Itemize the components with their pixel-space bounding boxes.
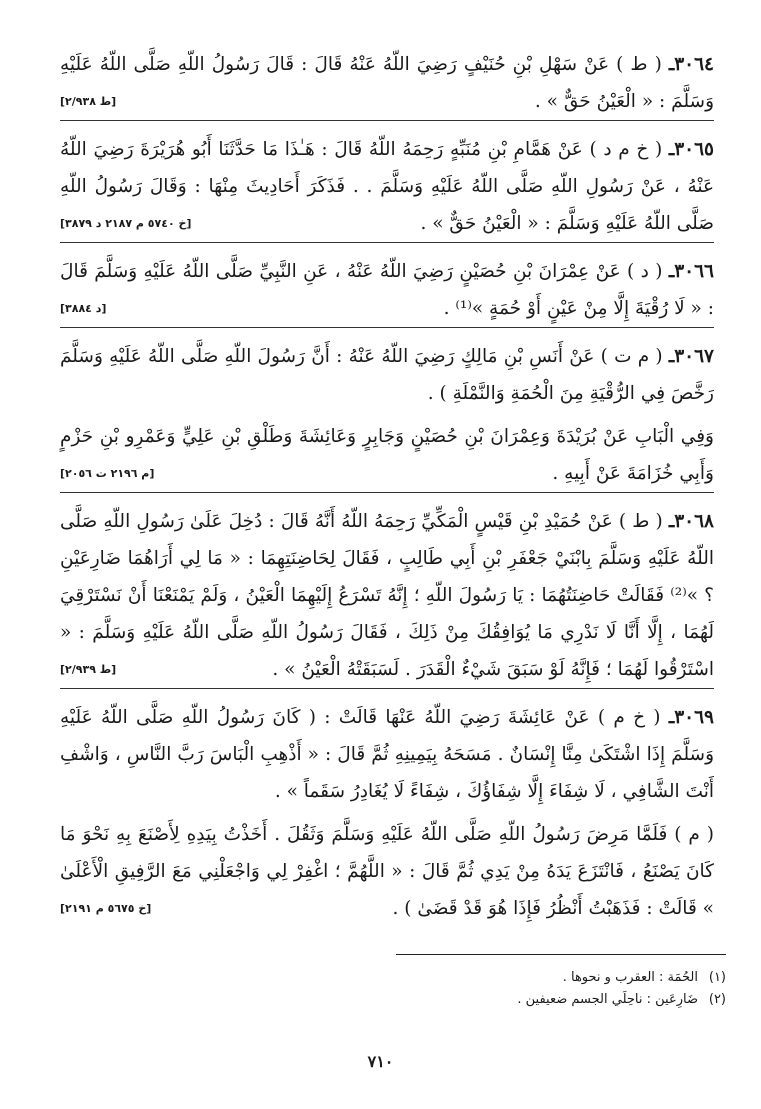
source-reference: [م ٢١٩٦ ت ٢٠٥٦]	[60, 467, 155, 480]
hadith-number: ٣٠٦٤ـ	[668, 54, 714, 75]
hadith-paragraph	[60, 338, 714, 412]
hadith-paragraph	[60, 699, 714, 810]
hadith-entry	[60, 699, 714, 927]
hadith-text: ( خ م د ) عَنْ هَمَّامِ بْنِ مُنَبِّهٍ رَحِمَهُ اللّهُ قَالَ : هَـٰذَا مَا حَدَّثَنَا أَبُو هُرَيْرَةَ رَضِيَ اللّهُ عَنْهُ ، عَنْ رَسُولِ اللّهِ صَلَّى اللّهُ عَلَيْهِ وَسَلَّمَ . . فَذَكَرَ أَحَادِيثَ مِنْهَا : وَقَالَ رَسُولُ اللّهِ صَلَّى اللّهُ عَلَيْهِ وَسَلَّمَ : « الْعَيْنُ حَقٌّ » .	[60, 139, 714, 234]
hadith-number: ٣٠٦٥ـ	[668, 139, 714, 160]
source-reference: [خ ٥٦٧٥ م ٢١٩١]	[60, 902, 152, 915]
source-reference: [ط ٢/٩٣٩]	[60, 663, 117, 676]
hadith-number: ٣٠٦٩ـ	[668, 707, 714, 728]
footnote-text: الحُمَة : العقرب و نحوها .	[562, 970, 698, 985]
source-reference: [ط ٢/٩٣٨]	[60, 95, 117, 108]
hadith-number: ٣٠٦٨ـ	[668, 511, 714, 532]
footnote	[396, 967, 726, 989]
footnote-text: ضَارِعَين : ناحِلَي الجسم ضعيفين .	[517, 992, 698, 1007]
hadith-text: ( م ) فَلَمَّا مَرِضَ رَسُولُ اللّهِ صَلَّى اللّهُ عَلَيْهِ وَسَلَّمَ وَثَقُلَ . أَخَذْتُ بِيَدِهِ لِأَصْنَعَ بِهِ نَحْوَ مَا كَانَ يَصْنَعُ ، فَانْتَزَعَ يَدَهُ مِنْ يَدِي ثُمَّ قَالَ : « اللَّهُمَّ ؛ اغْفِرْ لِي وَاجْعَلْنِي مَعَ الرَّفِيقِ الْأَعْلَىٰ » قَالَتْ : فَذَهَبْتُ أَنْظُرُ فَإِذَا هُوَ قَدْ قَضَىٰ ) .	[60, 824, 714, 919]
hadith-text: ( خ م ) عَنْ عَائِشَةَ رَضِيَ اللّهُ عَنْهَا قَالَتْ : ( كَانَ رَسُولُ اللّهِ صَلَّى اللّهُ عَلَيْهِ وَسَلَّمَ إِذَا اشْتَكَىٰ مِنَّا إِنْسَانٌ . مَسَحَهُ بِيَمِينِهِ ثُمَّ قَالَ : « أَذْهِبِ الْبَاسَ رَبَّ النَّاسِ ، وَاشْفِ أَنْتَ الشَّافِي ، لَا شِفَاءَ إِلَّا شِفَاؤُكَ ، شِفَاءً لَا يُغَادِرُ سَقَماً » .	[60, 707, 714, 802]
hadith-entry	[60, 503, 714, 689]
hadith-entry	[60, 253, 714, 328]
hadith-number: ٣٠٦٧ـ	[668, 346, 714, 367]
hadith-entry	[60, 46, 714, 121]
hadith-text: ( د ) عَنْ عِمْرَانَ بْنِ حُصَيْنٍ رَضِيَ اللّهُ عَنْهُ ، عَنِ النَّبِيِّ صَلَّى اللّهُ عَلَيْهِ وَسَلَّمَ قَالَ : « لَا رُقْيَةَ إِلَّا مِنْ عَيْنٍ أَوْ حُمَةٍ »⁽¹⁾ .	[60, 261, 714, 319]
page-number: ٧١٠	[367, 1052, 394, 1071]
hadith-text: وَفِي الْبَابِ عَنْ بُرَيْدَةَ وَعِمْرَانَ بْنِ حُصَيْنٍ وَجَابِرٍ وَعَائِشَةَ وَطَلْقِ بْنِ عَلِيٍّ وَعَمْرِو بْنِ حَزْمٍ وَأَبِي خُزَامَةَ عَنْ أَبِيهِ .	[60, 426, 714, 484]
hadith-text: ( ط ) عَنْ حُمَيْدِ بْنِ قَيْسٍ الْمَكِّيِّ رَحِمَهُ اللّهُ أَنَّهُ قَالَ : دُخِلَ عَلَىٰ رَسُولِ اللّهِ صَلَّى اللّهُ عَلَيْهِ وَسَلَّمَ بِابْنَيْ جَعْفَرِ بْنِ أَبِي طَالِبٍ ، فَقَالَ لِحَاضِنَتِهِمَا : « مَا لِي أَرَاهُمَا ضَارِعَيْنِ ؟ »⁽²⁾ فَقَالَتْ حَاضِنَتُهُمَا : يَا رَسُولَ اللّهِ ؛ إِنَّهُ تَسْرَعُ إِلَيْهِمَا الْعَيْنُ ، وَلَمْ يَمْنَعْنَا أَنْ نَسْتَرْقِيَ لَهُمَا ، إِلَّا أَنَّا لَا نَدْرِي مَا يُوَافِقُكَ مِنْ ذَلِكَ ، فَقَالَ رَسُولُ اللّهِ صَلَّى اللّهُ عَلَيْهِ وَسَلَّمَ : « اسْتَرْقُوا لَهُمَا ؛ فَإِنَّهُ لَوْ سَبَقَ شَيْءٌ الْقَدَرَ . لَسَبَقَتْهُ الْعَيْنُ » .	[60, 511, 714, 680]
footnote	[396, 989, 726, 1011]
footnote-number: (١)	[708, 970, 726, 985]
footnote-number: (٢)	[708, 992, 726, 1007]
hadith-number: ٣٠٦٦ـ	[668, 261, 714, 282]
hadith-text: ( م ت ) عَنْ أَنَسِ بْنِ مَالِكٍ رَضِيَ اللّهُ عَنْهُ : أَنَّ رَسُولَ اللّهِ صَلَّى اللّهُ عَلَيْهِ وَسَلَّمَ رَخَّصَ فِي الرُّقْيَةِ مِنَ الْحُمَةِ وَالنَّمْلَةِ ) .	[60, 346, 714, 404]
footnotes	[396, 954, 726, 1011]
source-reference: [خ ٥٧٤٠ م ٢١٨٧ د ٣٨٧٩]	[60, 217, 192, 230]
source-reference: [د ٣٨٨٤]	[60, 302, 107, 315]
hadith-text: ( ط ) عَنْ سَهْلِ بْنِ حُنَيْفٍ رَضِيَ اللّهُ عَنْهُ قَالَ : قَالَ رَسُولُ اللّهِ صَلَّى اللّهُ عَلَيْهِ وَسَلَّمَ : « الْعَيْنُ حَقٌّ » .	[60, 54, 714, 112]
hadith-entry	[60, 131, 714, 243]
hadith-entry	[60, 338, 714, 493]
hadith-entries	[60, 46, 714, 937]
